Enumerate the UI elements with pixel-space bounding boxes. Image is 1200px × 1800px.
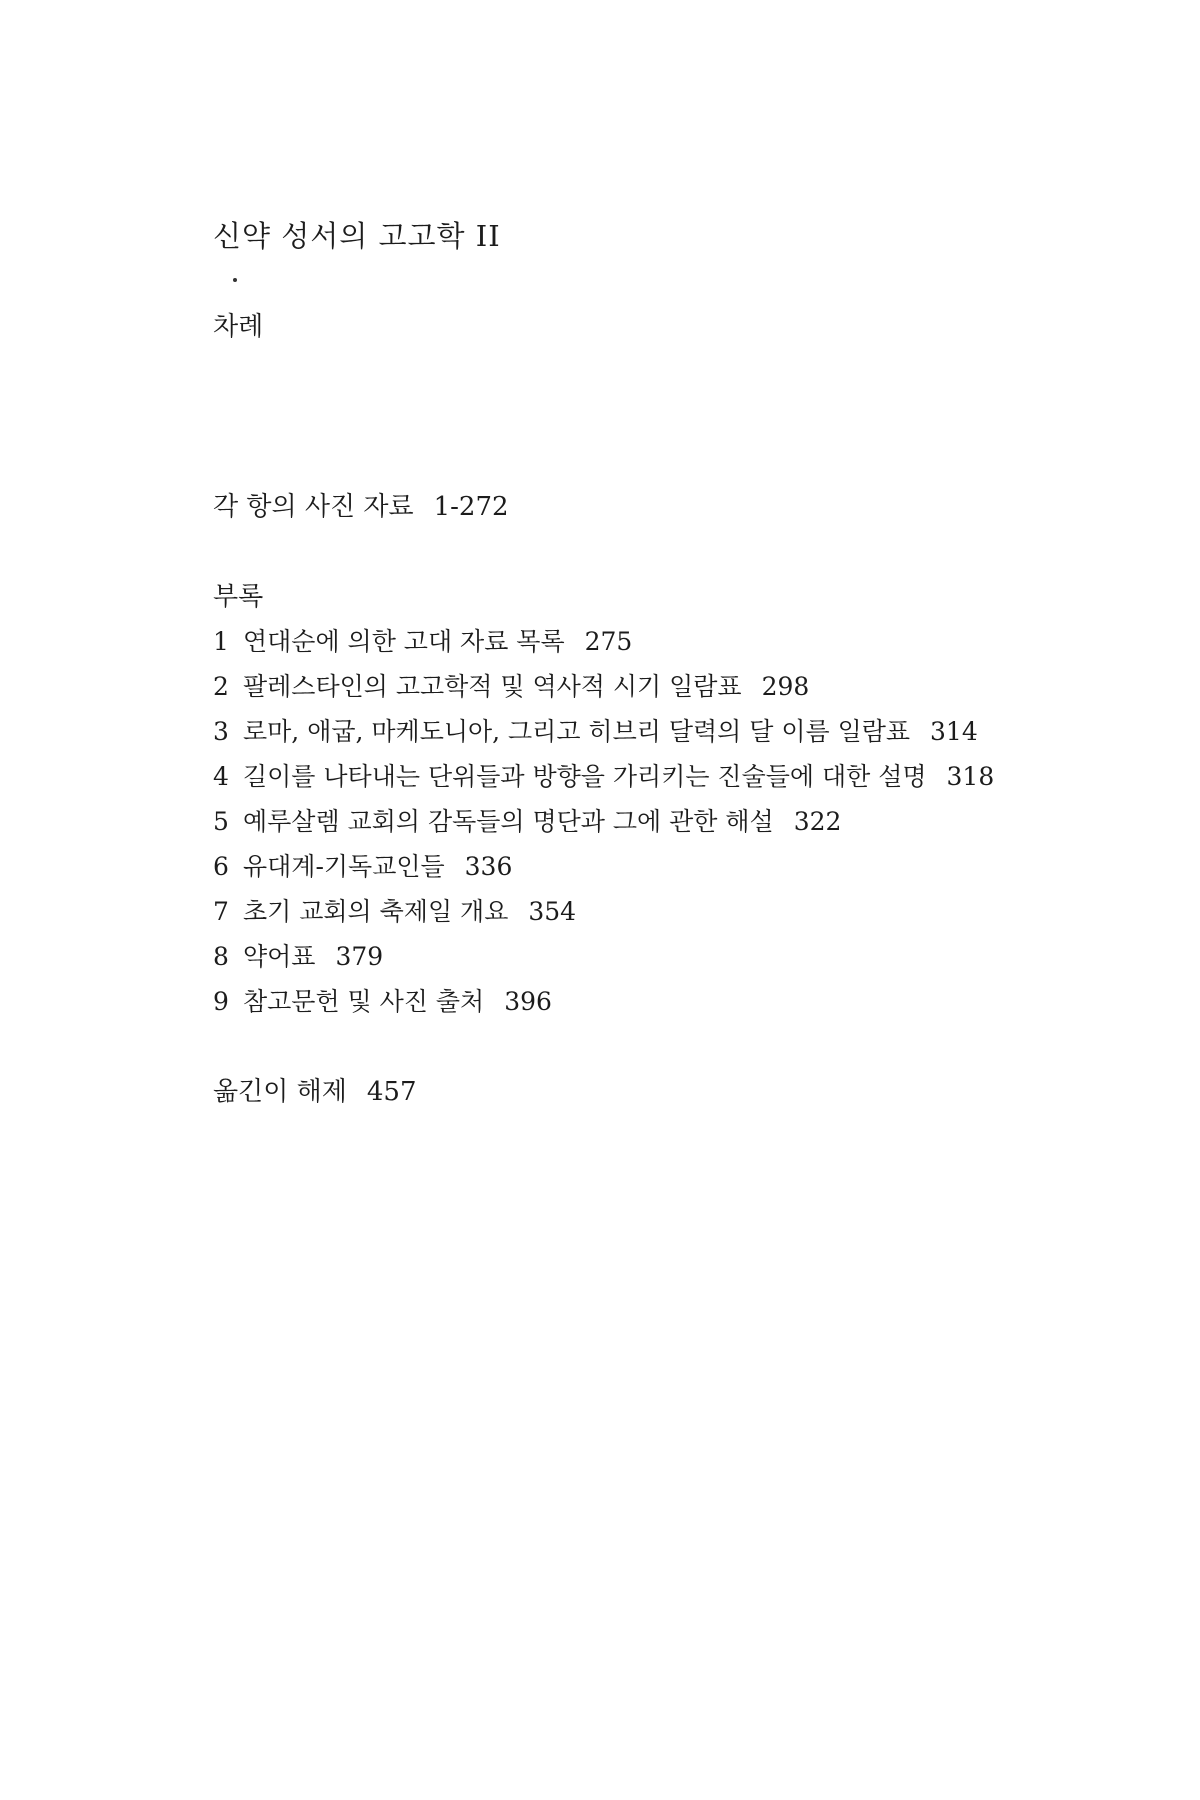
appendix-number: 2 xyxy=(213,672,229,701)
appendix-item-3 xyxy=(213,715,994,760)
decorative-dot xyxy=(233,278,237,282)
appendix-page: 396 xyxy=(504,987,552,1016)
appendix-page: 379 xyxy=(335,942,384,971)
appendix-title: 예루살렘 교회의 감독들의 명단과 그에 관한 해설 xyxy=(243,807,774,836)
appendix-title: 연대순에 의한 고대 자료 목록 xyxy=(243,627,565,656)
appendix-item-5 xyxy=(213,805,994,850)
appendix-page: 336 xyxy=(464,852,513,881)
appendix-title: 초기 교회의 축제일 개요 xyxy=(243,897,509,926)
appendix-page: 314 xyxy=(930,717,978,746)
appendix-number: 7 xyxy=(213,897,229,926)
appendix-page: 354 xyxy=(528,897,577,926)
appendix-item-1 xyxy=(213,625,994,670)
appendix-list xyxy=(213,625,994,1030)
appendix-number: 1 xyxy=(213,627,229,656)
appendix-page: 322 xyxy=(793,807,842,836)
toc-entry-page: 457 xyxy=(366,1077,417,1107)
appendix-number: 4 xyxy=(213,762,229,791)
appendix-item-8 xyxy=(213,940,994,985)
appendix-item-4 xyxy=(213,760,994,805)
appendix-number: 3 xyxy=(213,717,229,746)
appendix-heading: 부록 xyxy=(213,582,264,612)
toc-heading: 차례 xyxy=(213,312,264,342)
appendix-number: 6 xyxy=(213,852,229,881)
appendix-number: 8 xyxy=(213,942,229,971)
toc-entry-translator-notes xyxy=(213,1075,417,1109)
appendix-title: 참고문헌 및 사진 출처 xyxy=(243,987,485,1016)
appendix-number: 5 xyxy=(213,807,229,836)
appendix-number: 9 xyxy=(213,987,229,1016)
appendix-title: 팔레스타인의 고고학적 및 역사적 시기 일람표 xyxy=(243,672,742,701)
toc-entry-photos xyxy=(213,490,509,524)
appendix-item-6 xyxy=(213,850,994,895)
appendix-title: 유대계-기독교인들 xyxy=(243,852,445,881)
appendix-title: 길이를 나타내는 단위들과 방향을 가리키는 진술들에 대한 설명 xyxy=(243,762,927,791)
appendix-item-2 xyxy=(213,670,994,715)
appendix-page: 318 xyxy=(946,762,995,791)
toc-entry-title: 각 항의 사진 자료 xyxy=(213,492,414,522)
appendix-title: 로마, 애굽, 마케도니아, 그리고 히브리 달력의 달 이름 일람표 xyxy=(243,717,911,746)
appendix-item-9 xyxy=(213,985,994,1030)
book-title: 신약 성서의 고고학 II xyxy=(213,219,501,253)
appendix-item-7 xyxy=(213,895,994,940)
toc-entry-page: 1-272 xyxy=(433,492,509,522)
toc-entry-title: 옮긴이 해제 xyxy=(213,1077,347,1107)
appendix-title: 약어표 xyxy=(243,942,316,971)
appendix-page: 298 xyxy=(761,672,810,701)
appendix-page: 275 xyxy=(584,627,633,656)
